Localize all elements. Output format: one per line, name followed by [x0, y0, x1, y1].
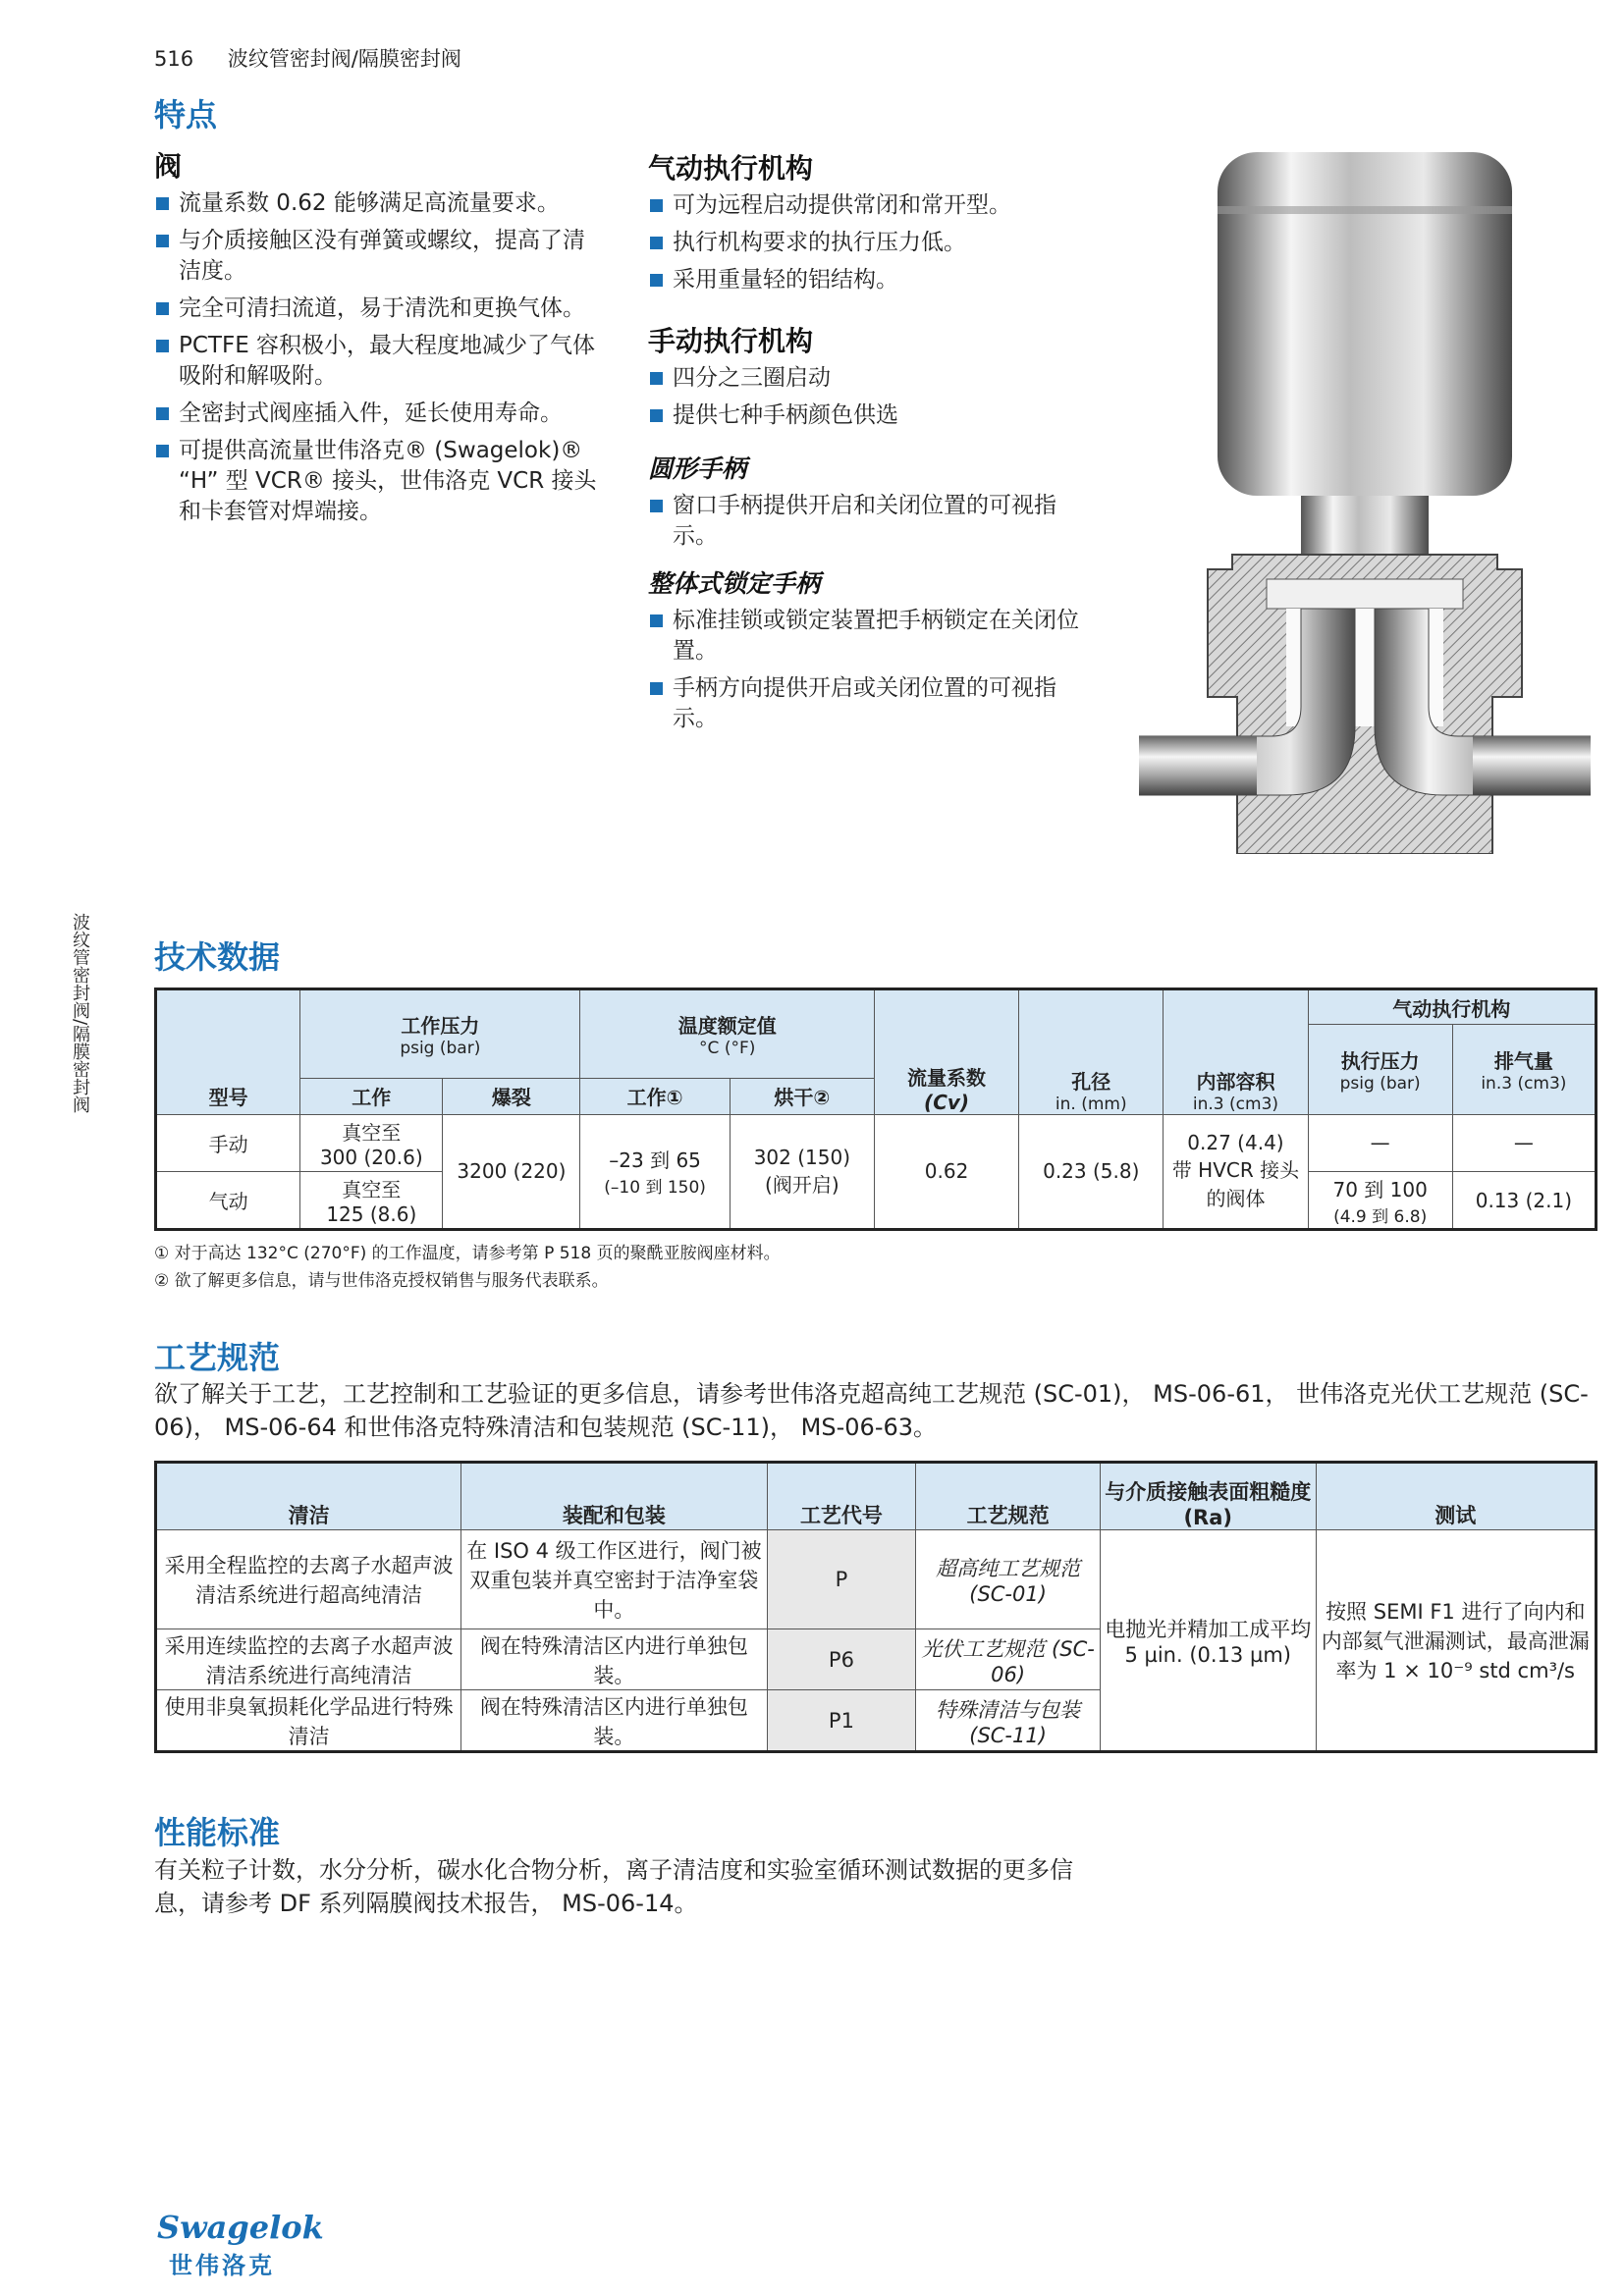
cell: P: [767, 1529, 916, 1629]
page-number: 516: [154, 47, 194, 71]
manual-feature-list: [648, 363, 1100, 438]
cell: 0.62: [874, 1114, 1018, 1229]
cell: 302 (150) (阀开启): [730, 1114, 874, 1229]
col-work-pressure: 工作压力 psig (bar): [300, 989, 580, 1079]
valve-feature-list: [154, 188, 601, 534]
lock-handle-list: [648, 606, 1100, 741]
footnote-2: ② 欲了解更多信息，请与世伟洛克授权销售与服务代表联系。: [154, 1271, 609, 1291]
list-item: 提供七种手柄颜色供选: [648, 400, 1100, 431]
col-temp-work: 工作①: [580, 1079, 730, 1114]
cell: 70 到 100 (4.9 到 6.8): [1308, 1172, 1452, 1230]
cell: 采用全程监控的去离子水超声波清洁系统进行超高纯清洁: [156, 1529, 461, 1629]
features-title: 特点: [154, 96, 218, 133]
col-volume: 内部容积 in.3 (cm3): [1164, 989, 1308, 1115]
actuator-cylinder: [1218, 152, 1512, 496]
cell: 真空至 300 (20.6): [300, 1114, 443, 1172]
col-orifice: 孔径 in. (mm): [1019, 989, 1164, 1115]
col-temp-bake: 烘干②: [730, 1079, 874, 1114]
cell: 按照 SEMI F1 进行了向内和内部氦气泄漏测试，最高泄漏率为 1 × 10⁻⁹ std cm³/s: [1316, 1529, 1596, 1751]
col-burst: 爆裂: [443, 1079, 580, 1114]
tech-title: 技术数据: [154, 938, 281, 976]
pneumatic-feature-list: [648, 190, 1100, 302]
list-item: 标准挂锁或锁定装置把手柄锁定在关闭位置。: [648, 606, 1100, 667]
list-item: 窗口手柄提供开启和关闭位置的可视指示。: [648, 491, 1100, 552]
list-item: 全密封式阀座插入件，延长使用寿命。: [154, 399, 601, 429]
col-clean: 清洁: [156, 1463, 461, 1530]
cell: —: [1308, 1114, 1452, 1172]
cell: 使用非臭氧损耗化学品进行特殊清洁: [156, 1690, 461, 1752]
list-item: 手柄方向提供开启或关闭位置的可视指示。: [648, 673, 1100, 734]
valve-title: 阀: [154, 150, 183, 183]
process-table: [154, 1461, 1597, 1753]
col-model: 型号: [156, 989, 300, 1115]
pneumatic-title: 气动执行机构: [648, 152, 814, 185]
col-act-pressure: 执行压力 psig (bar): [1308, 1025, 1452, 1114]
valve-illustration: [1139, 147, 1591, 854]
cell: 采用连续监控的去离子水超声波清洁系统进行高纯清洁: [156, 1629, 461, 1690]
list-item: 完全可清扫流道，易于清洗和更换气体。: [154, 294, 601, 324]
list-item: 执行机构要求的执行压力低。: [648, 228, 1100, 258]
col-pneumatic: 气动执行机构: [1308, 989, 1596, 1025]
round-handle-list: [648, 491, 1100, 559]
col-assembly: 装配和包装: [461, 1463, 767, 1530]
cell: –23 到 65 (–10 到 150): [580, 1114, 730, 1229]
table-row: [156, 1114, 1597, 1172]
list-item: PCTFE 容积极小，最大程度地减少了气体吸附和解吸附。: [154, 331, 601, 392]
cell: —: [1452, 1114, 1596, 1172]
col-temp: 温度额定值 °C (°F): [580, 989, 874, 1079]
list-item: 与介质接触区没有弹簧或螺纹，提高了清洁度。: [154, 226, 601, 287]
cell: 0.27 (4.4) 带 HVCR 接头的阀体: [1164, 1114, 1308, 1229]
cell: 超高纯工艺规范 (SC-01): [916, 1529, 1101, 1629]
cell: 电抛光并精加工成平均 5 µin. (0.13 µm): [1100, 1529, 1316, 1751]
footnote-1: ① 对于高达 132°C (270°F) 的工作温度，请参考第 P 518 页的聚酰亚胺阀座材料。: [154, 1244, 781, 1263]
cell: 真空至 125 (8.6): [300, 1172, 443, 1230]
performance-text: 有关粒子计数，水分分析，碳水化合物分析，离子清洁度和实验室循环测试数据的更多信息，请参考 DF 系列隔膜阀技术报告， MS-06-14。: [154, 1856, 1073, 1917]
cell: 在 ISO 4 级工作区进行，阀门被双重包装并真空密封于洁净室袋中。: [461, 1529, 767, 1629]
tech-data-table: [154, 988, 1597, 1231]
cell: 3200 (220): [443, 1114, 580, 1229]
swagelok-logo: Swagelok 世伟洛克: [157, 2209, 324, 2279]
col-work: 工作: [300, 1079, 443, 1114]
list-item: 可提供高流量世伟洛克® (Swagelok)® “H” 型 VCR® 接头，世伟洛克 VCR 接头和卡套管对焊端接。: [154, 436, 601, 527]
col-code: 工艺代号: [767, 1463, 916, 1530]
cell: 气动: [156, 1172, 300, 1230]
cell: 0.23 (5.8): [1019, 1114, 1164, 1229]
cell: 特殊清洁与包装 (SC-11): [916, 1690, 1101, 1752]
cell: P1: [767, 1690, 916, 1752]
col-test: 测试: [1316, 1463, 1596, 1530]
col-roughness: 与介质接触表面粗糙度 (Ra): [1100, 1463, 1316, 1530]
cell: 阀在特殊清洁区内进行单独包装。: [461, 1629, 767, 1690]
col-flow: 流量系数 (Cv): [874, 989, 1018, 1115]
col-exhaust: 排气量 in.3 (cm3): [1452, 1025, 1596, 1114]
list-item: 采用重量轻的铝结构。: [648, 265, 1100, 295]
cell: 阀在特殊清洁区内进行单独包装。: [461, 1690, 767, 1752]
table-row: [156, 1529, 1597, 1629]
lock-handle-title: 整体式锁定手柄: [648, 569, 821, 598]
round-handle-title: 圆形手柄: [648, 454, 747, 483]
sidebar-label: 波纹管密封阀/隔膜密封阀: [70, 913, 90, 1114]
col-spec: 工艺规范: [916, 1463, 1101, 1530]
manual-title: 手动执行机构: [648, 325, 814, 357]
cell: 手动: [156, 1114, 300, 1172]
process-intro: 欲了解关于工艺，工艺控制和工艺验证的更多信息，请参考世伟洛克超高纯工艺规范 (SC-01)， MS-06-61， 世伟洛克光伏工艺规范 (SC-06)， MS-06-64 和世伟洛克特殊清洁和包装规范 (SC-11)， MS-06-63。: [154, 1380, 1589, 1441]
cell: 光伏工艺规范 (SC-06): [916, 1629, 1101, 1690]
performance-title: 性能标准: [154, 1814, 281, 1851]
page-header: [154, 43, 489, 73]
process-title: 工艺规范: [154, 1339, 281, 1376]
cell: P6: [767, 1629, 916, 1690]
section-title: 波纹管密封阀/隔膜密封阀: [227, 47, 461, 71]
list-item: 可为远程启动提供常闭和常开型。: [648, 190, 1100, 221]
list-item: 四分之三圈启动: [648, 363, 1100, 394]
cell: 0.13 (2.1): [1452, 1172, 1596, 1230]
list-item: 流量系数 0.62 能够满足高流量要求。: [154, 188, 601, 219]
